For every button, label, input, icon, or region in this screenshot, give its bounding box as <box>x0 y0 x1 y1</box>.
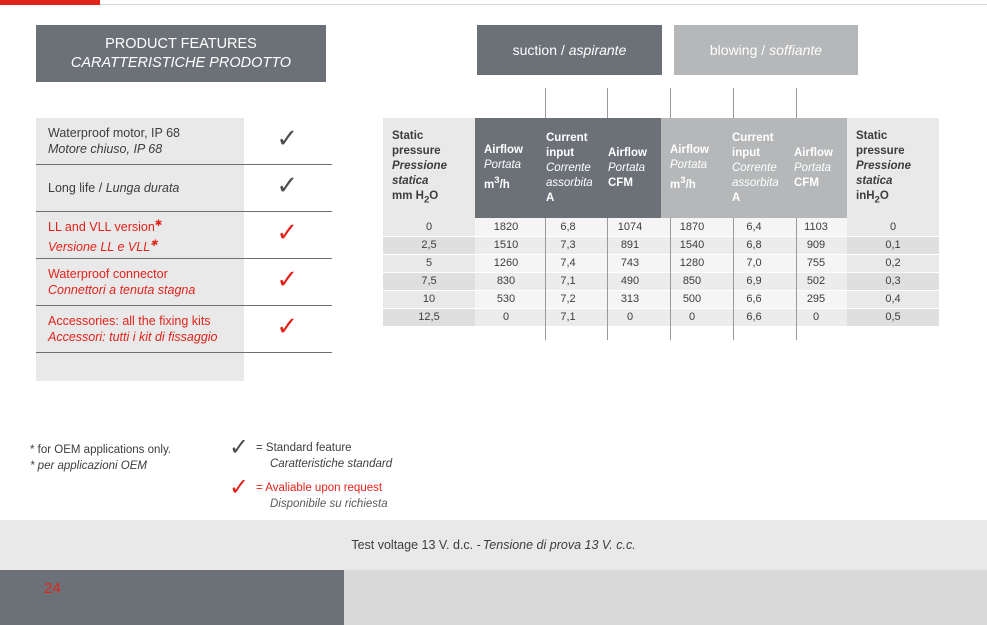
col-header-suction-airflow-m3h <box>475 118 537 218</box>
legend-request <box>226 475 446 520</box>
cell: 500 <box>661 290 723 308</box>
feature-label-en: Long life / <box>48 181 103 195</box>
table-row <box>383 254 939 272</box>
col-header-suction-airflow-cfm <box>599 118 661 218</box>
col-line: Airflow <box>484 144 523 157</box>
cell: 0,3 <box>847 272 939 290</box>
cell: 6,4 <box>723 218 785 236</box>
cell: 7,2 <box>537 290 599 308</box>
col-line: statica <box>392 174 429 187</box>
cell: 6,8 <box>537 218 599 236</box>
asterisk-marker: ✱ <box>154 217 163 228</box>
checkmark-icon: ✓ <box>276 265 299 294</box>
col-unit: inH$_2$O <box>856 189 889 206</box>
feature-label-en: Waterproof motor, IP 68 <box>48 126 181 140</box>
table-row <box>383 218 939 236</box>
feature-text <box>48 215 243 255</box>
tab-blowing-label-en: blowing / <box>709 42 766 58</box>
legend-standard <box>226 435 446 480</box>
table-body <box>383 218 939 326</box>
cell: 830 <box>475 272 537 290</box>
col-line: Current <box>546 131 588 144</box>
cell: 0 <box>475 308 537 326</box>
product-features-title-it: CARATTERISTICHE PRODOTTO <box>70 54 292 71</box>
cell: 1280 <box>661 254 723 272</box>
table-row <box>383 272 939 290</box>
feature-label-it: Lunga durata <box>105 181 180 195</box>
cell: 0 <box>599 308 661 326</box>
col-line: Static <box>856 129 888 142</box>
legend-oem-note <box>30 442 200 474</box>
feature-label-it-text: Versione LL e VLL <box>48 240 151 255</box>
cell: 1074 <box>599 218 661 236</box>
cell: 7,4 <box>537 254 599 272</box>
checkmark-icon: ✓ <box>276 171 299 200</box>
cell: 0 <box>785 308 847 326</box>
features-list <box>36 118 332 353</box>
col-line: Current <box>732 131 774 144</box>
feature-label-en: Accessories: all the fixing kits <box>48 314 211 328</box>
feature-text <box>48 125 243 157</box>
cell: 295 <box>785 290 847 308</box>
col-header-static-pressure-mm <box>383 118 475 218</box>
page-number: 24 <box>44 580 61 597</box>
col-line: input <box>546 146 575 159</box>
legend-standard-it: Caratteristiche standard <box>270 458 393 470</box>
col-line: Airflow <box>608 146 647 159</box>
legend-oem-note-en: * for OEM applications only. <box>30 444 172 456</box>
table-column-divider <box>670 218 671 340</box>
cell: 1540 <box>661 236 723 254</box>
table-row <box>383 236 939 254</box>
page-band-light <box>344 570 987 625</box>
col-header-suction-current-a <box>537 118 599 218</box>
cell: 7,3 <box>537 236 599 254</box>
col-line: Airflow <box>670 144 709 157</box>
cell: 6,6 <box>723 290 785 308</box>
cell: 6,9 <box>723 272 785 290</box>
cell: 2,5 <box>383 236 475 254</box>
cell: 0,5 <box>847 308 939 326</box>
col-line: Corrente <box>732 161 777 174</box>
table-header-row <box>383 118 939 218</box>
col-line: pressure <box>856 144 905 157</box>
top-red-bar <box>0 0 100 5</box>
col-unit: CFM <box>794 176 819 189</box>
col-line: Static <box>392 129 424 142</box>
cell: 1260 <box>475 254 537 272</box>
cell: 6,6 <box>723 308 785 326</box>
col-unit: A <box>732 191 741 204</box>
checkmark-icon: ✓ <box>276 124 299 153</box>
feature-text <box>48 313 243 345</box>
tab-blowing <box>674 25 858 75</box>
col-unit: mm $H_2O$ <box>392 189 439 206</box>
tab-suction-label-it: aspirante <box>568 42 627 58</box>
feature-label-it <box>48 235 243 255</box>
feature-label-en <box>48 215 243 235</box>
col-unit: $m^3/h$ <box>670 175 696 191</box>
legend-standard-en: = Standard feature <box>256 442 352 454</box>
cell: 7,1 <box>537 272 599 290</box>
cell: 1820 <box>475 218 537 236</box>
cell: 1870 <box>661 218 723 236</box>
cell: 12,5 <box>383 308 475 326</box>
cell: 755 <box>785 254 847 272</box>
top-divider <box>100 4 987 5</box>
column-tick <box>670 88 671 118</box>
cell: 530 <box>475 290 537 308</box>
product-features-title-en: PRODUCT FEATURES <box>105 35 257 52</box>
col-unit: A <box>546 191 555 204</box>
col-unit: CFM <box>608 176 633 189</box>
asterisk-marker: ✱ <box>150 238 158 248</box>
cell: 502 <box>785 272 847 290</box>
legend-request-en: = Avaliable upon request <box>256 482 383 494</box>
cell: 0,1 <box>847 236 939 254</box>
cell: 743 <box>599 254 661 272</box>
cell: 7,5 <box>383 272 475 290</box>
cell: 0,2 <box>847 254 939 272</box>
table-row <box>383 308 939 326</box>
table-column-divider <box>607 218 608 340</box>
col-line: Pressione <box>392 159 447 172</box>
column-tick <box>796 88 797 118</box>
cell: 313 <box>599 290 661 308</box>
feature-text <box>48 266 243 298</box>
feature-text <box>48 180 243 196</box>
cell: 490 <box>599 272 661 290</box>
col-line: pressure <box>392 144 441 157</box>
feature-label-en: Waterproof connector <box>48 267 168 281</box>
list-item <box>36 212 332 259</box>
col-line: Portata <box>670 159 708 172</box>
cell: 10 <box>383 290 475 308</box>
col-header-static-pressure-inh2o <box>847 118 939 218</box>
table-column-divider <box>733 218 734 340</box>
cell: 7,1 <box>537 308 599 326</box>
column-tick <box>545 88 546 118</box>
list-item <box>36 306 332 353</box>
cell: 7,0 <box>723 254 785 272</box>
page-band-dark <box>0 570 344 625</box>
col-line: assorbita <box>732 176 779 189</box>
product-features-title <box>36 25 326 82</box>
tab-suction-label-en: suction / <box>512 42 565 58</box>
checkmark-icon: ✓ <box>228 435 250 461</box>
checkmark-icon: ✓ <box>276 312 299 341</box>
footer-note <box>0 520 987 570</box>
col-header-blowing-current-a <box>723 118 785 218</box>
cell: 1510 <box>475 236 537 254</box>
col-line: Portata <box>794 161 832 174</box>
cell: 891 <box>599 236 661 254</box>
feature-label-it: Motore chiuso, IP 68 <box>48 142 163 156</box>
cell: 0 <box>661 308 723 326</box>
list-item <box>36 118 332 165</box>
cell: 0 <box>847 218 939 236</box>
column-tick <box>733 88 734 118</box>
col-line: statica <box>856 174 893 187</box>
checkmark-icon: ✓ <box>228 475 250 501</box>
footer-note-it: Tensione di prova 13 V. c.c. <box>482 538 636 552</box>
col-line: Corrente <box>546 161 591 174</box>
col-line: input <box>732 146 761 159</box>
feature-label-it: Connettori a tenuta stagna <box>48 283 196 297</box>
cell: 0,4 <box>847 290 939 308</box>
table-column-divider <box>545 218 546 340</box>
col-line: assorbita <box>546 176 593 189</box>
col-unit: $m^3/h$ <box>484 175 510 191</box>
col-line: Airflow <box>794 146 833 159</box>
col-line: Portata <box>484 159 522 172</box>
col-header-blowing-airflow-cfm <box>785 118 847 218</box>
legend-request-it: Disponibile su richiesta <box>270 498 388 510</box>
legend-keys <box>226 435 446 520</box>
table-row <box>383 290 939 308</box>
cell: 850 <box>661 272 723 290</box>
performance-table <box>383 118 939 327</box>
checkmark-icon: ✓ <box>276 218 299 247</box>
cell: 6,8 <box>723 236 785 254</box>
tab-blowing-label-it: soffiante <box>769 42 823 58</box>
footer-note-en: Test voltage 13 V. d.c. - <box>351 538 481 552</box>
legend-oem-note-it: * per applicazioni OEM <box>30 460 147 472</box>
cell: 1103 <box>785 218 847 236</box>
list-item <box>36 165 332 212</box>
cell: 909 <box>785 236 847 254</box>
col-line: Portata <box>608 161 646 174</box>
feature-label-en-text: LL and VLL version <box>48 220 155 234</box>
table-column-divider <box>796 218 797 340</box>
cell: 0 <box>383 218 475 236</box>
col-header-blowing-airflow-m3h <box>661 118 723 218</box>
cell: 5 <box>383 254 475 272</box>
tab-suction <box>477 25 662 75</box>
list-item <box>36 259 332 306</box>
feature-label-it: Accessori: tutti i kit di fissaggio <box>48 330 218 344</box>
column-tick <box>607 88 608 118</box>
col-line: Pressione <box>856 159 911 172</box>
